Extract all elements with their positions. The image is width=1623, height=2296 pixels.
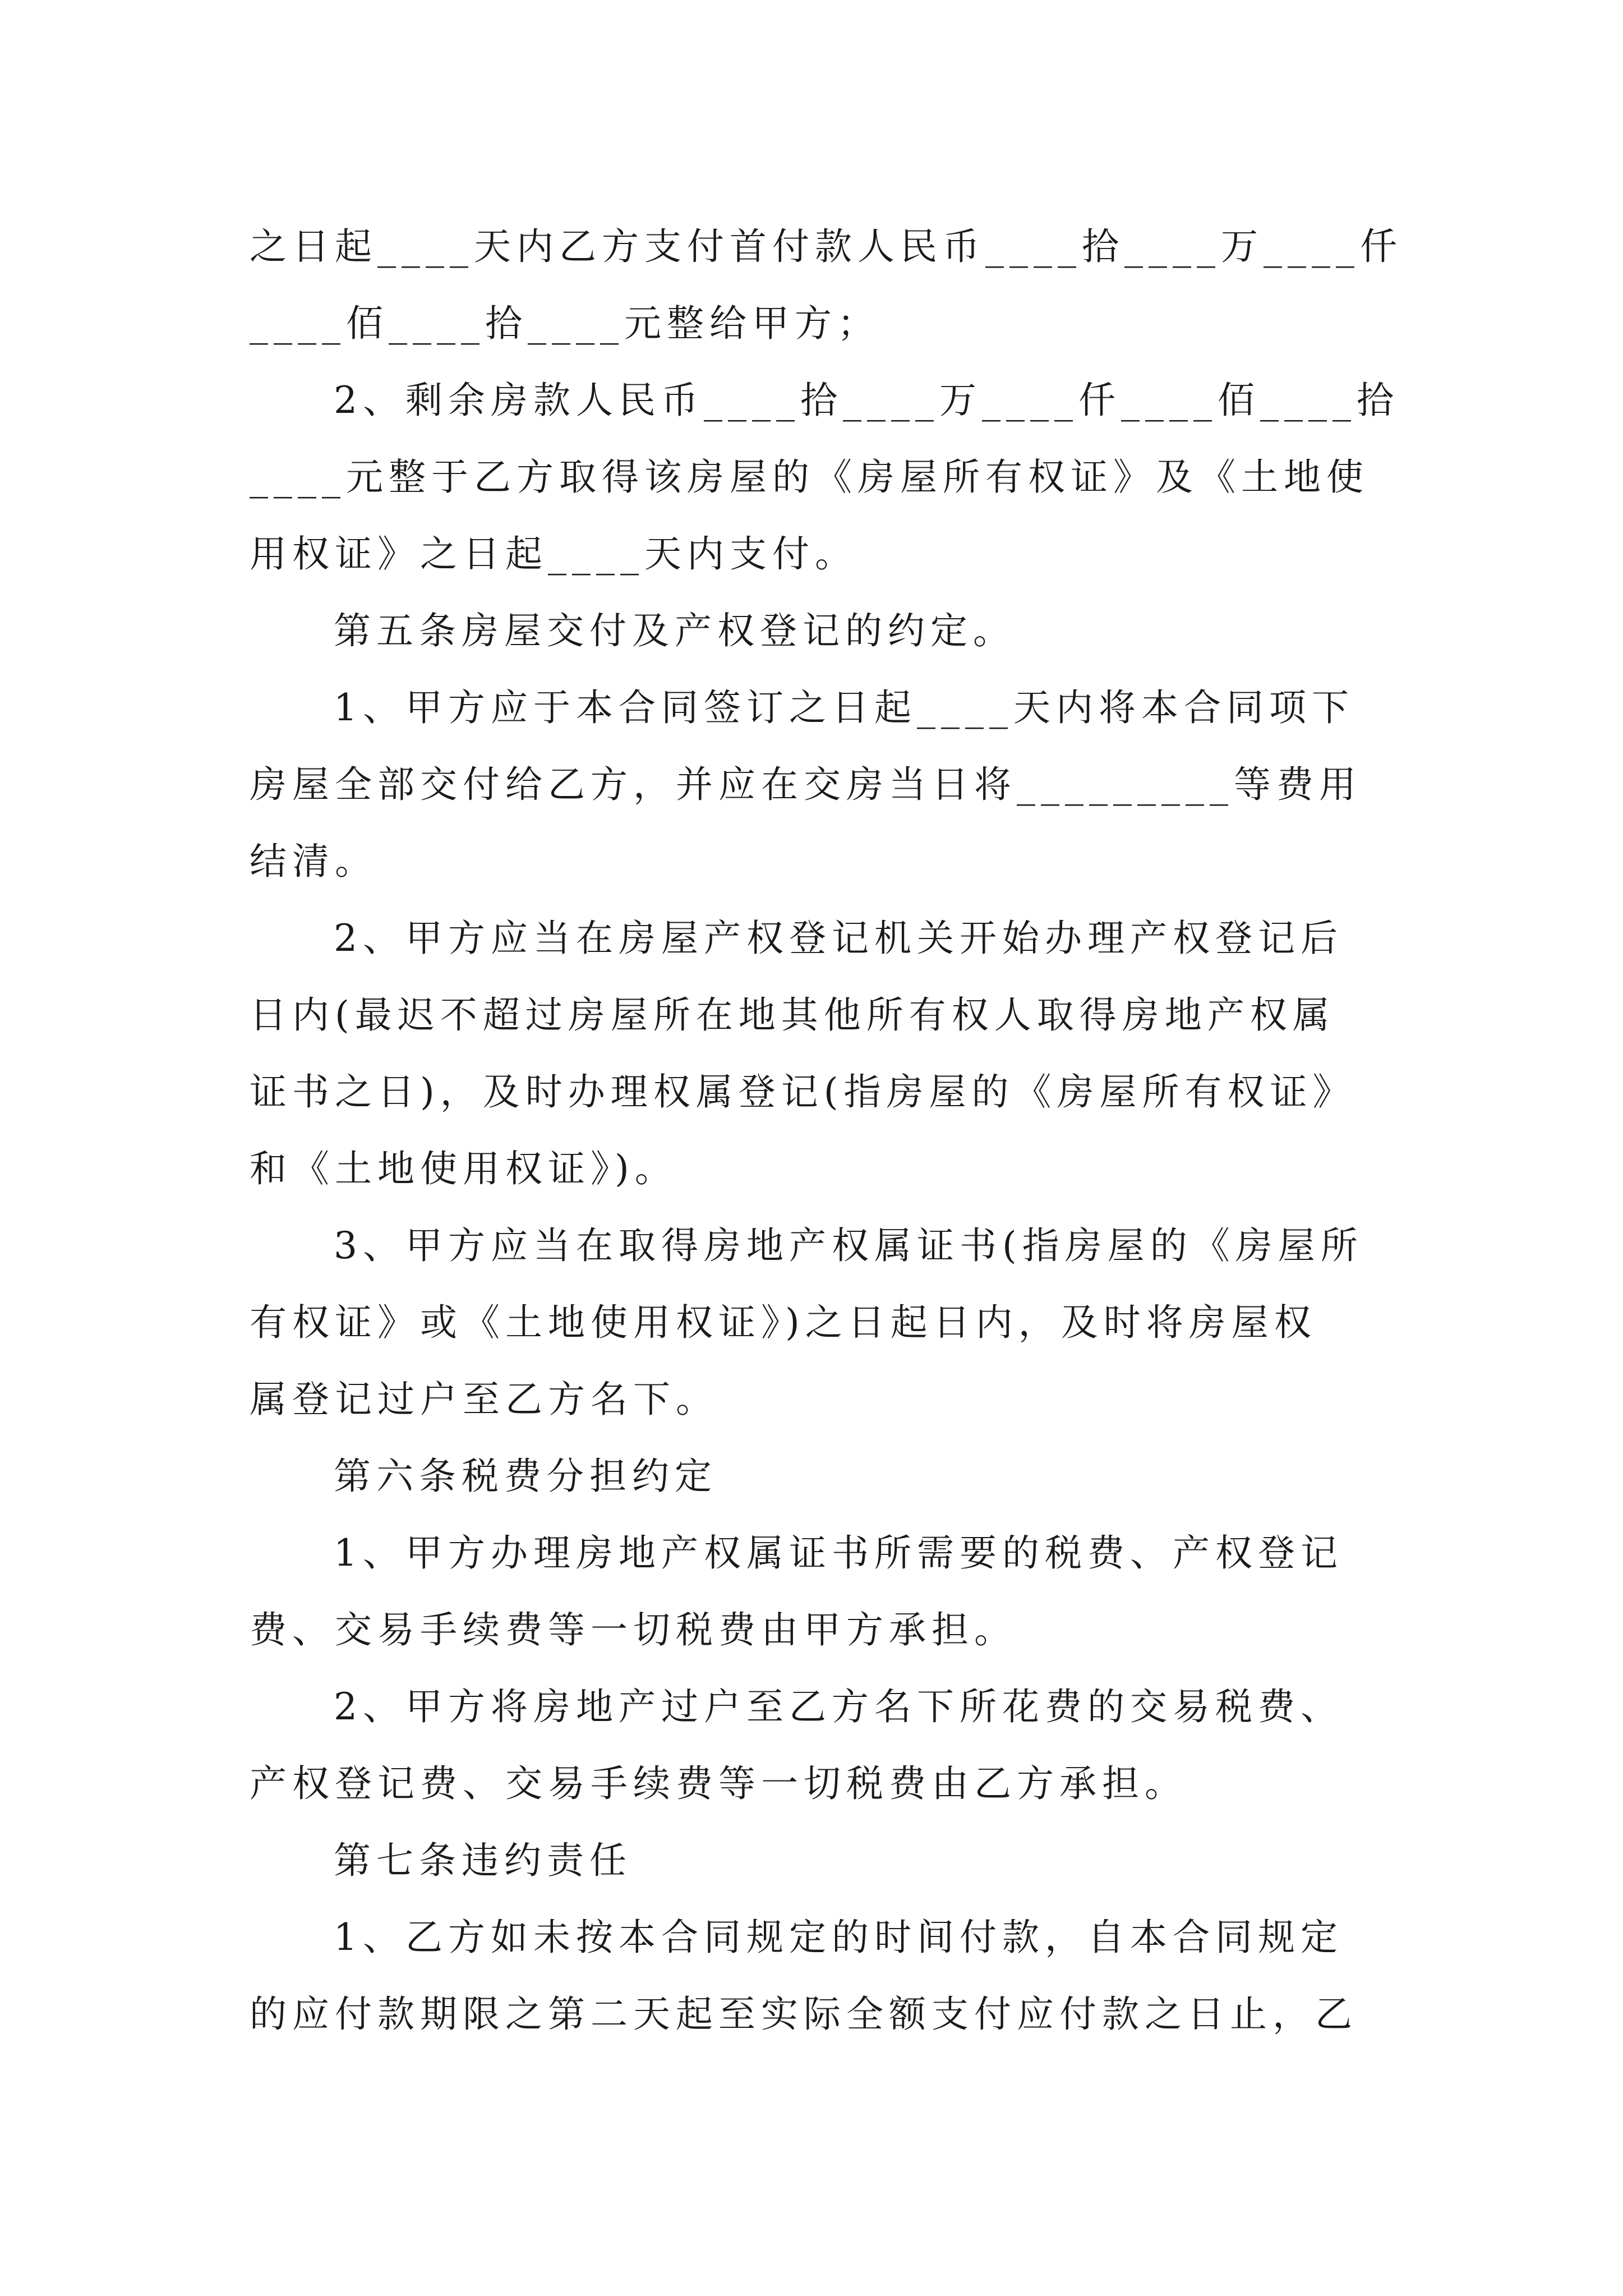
text-line: 用权证》之日起____天内支付。 xyxy=(250,532,857,576)
text-line: 证书之日)，及时办理权属登记(指房屋的《房屋所有权证》 xyxy=(250,1070,1355,1114)
text-line: 1、甲方应于本合同签订之日起____天内将本合同项下 xyxy=(334,686,1354,729)
text-line: 和《土地使用权证》)。 xyxy=(250,1147,677,1190)
text-line: 之日起____天内乙方支付首付款人民币____拾____万____仟 xyxy=(250,225,1403,268)
text-line: ____元整于乙方取得该房屋的《房屋所有权证》及《土地使 xyxy=(250,455,1369,499)
text-line: 产权登记费、交易手续费等一切税费由乙方承担。 xyxy=(250,1762,1187,1805)
text-line: 2、甲方将房地产过户至乙方名下所花费的交易税费、 xyxy=(334,1685,1343,1728)
text-line: 2、甲方应当在房屋产权登记机关开始办理产权登记后 xyxy=(334,917,1343,960)
text-line: ____佰____拾____元整给甲方； xyxy=(250,302,880,345)
text-line: 有权证》或《土地使用权证》)之日起日内，及时将房屋权 xyxy=(250,1301,1317,1344)
text-line: 的应付款期限之第二天起至实际全额支付应付款之日止，乙 xyxy=(250,1993,1358,2036)
text-line: 1、乙方如未按本合同规定的时间付款，自本合同规定 xyxy=(334,1916,1343,1959)
text-line: 日内(最迟不超过房屋所在地其他所有权人取得房地产权属 xyxy=(250,993,1335,1037)
text-line: 结清。 xyxy=(250,840,377,883)
text-line: 房屋全部交付给乙方，并应在交房当日将_________等费用 xyxy=(250,763,1362,806)
text-line: 费、交易手续费等一切税费由甲方承担。 xyxy=(250,1608,1017,1651)
section-heading: 第五条房屋交付及产权登记的约定。 xyxy=(334,609,1016,652)
section-heading: 第六条税费分担约定 xyxy=(334,1455,717,1498)
text-line: 2、剩余房款人民币____拾____万____仟____佰____拾 xyxy=(334,379,1399,422)
section-heading: 第七条违约责任 xyxy=(334,1839,632,1882)
text-line: 1、甲方办理房地产权属证书所需要的税费、产权登记 xyxy=(334,1531,1343,1575)
text-line: 3、甲方应当在取得房地产权属证书(指房屋的《房屋所 xyxy=(334,1224,1363,1267)
text-line: 属登记过户至乙方名下。 xyxy=(250,1378,718,1421)
